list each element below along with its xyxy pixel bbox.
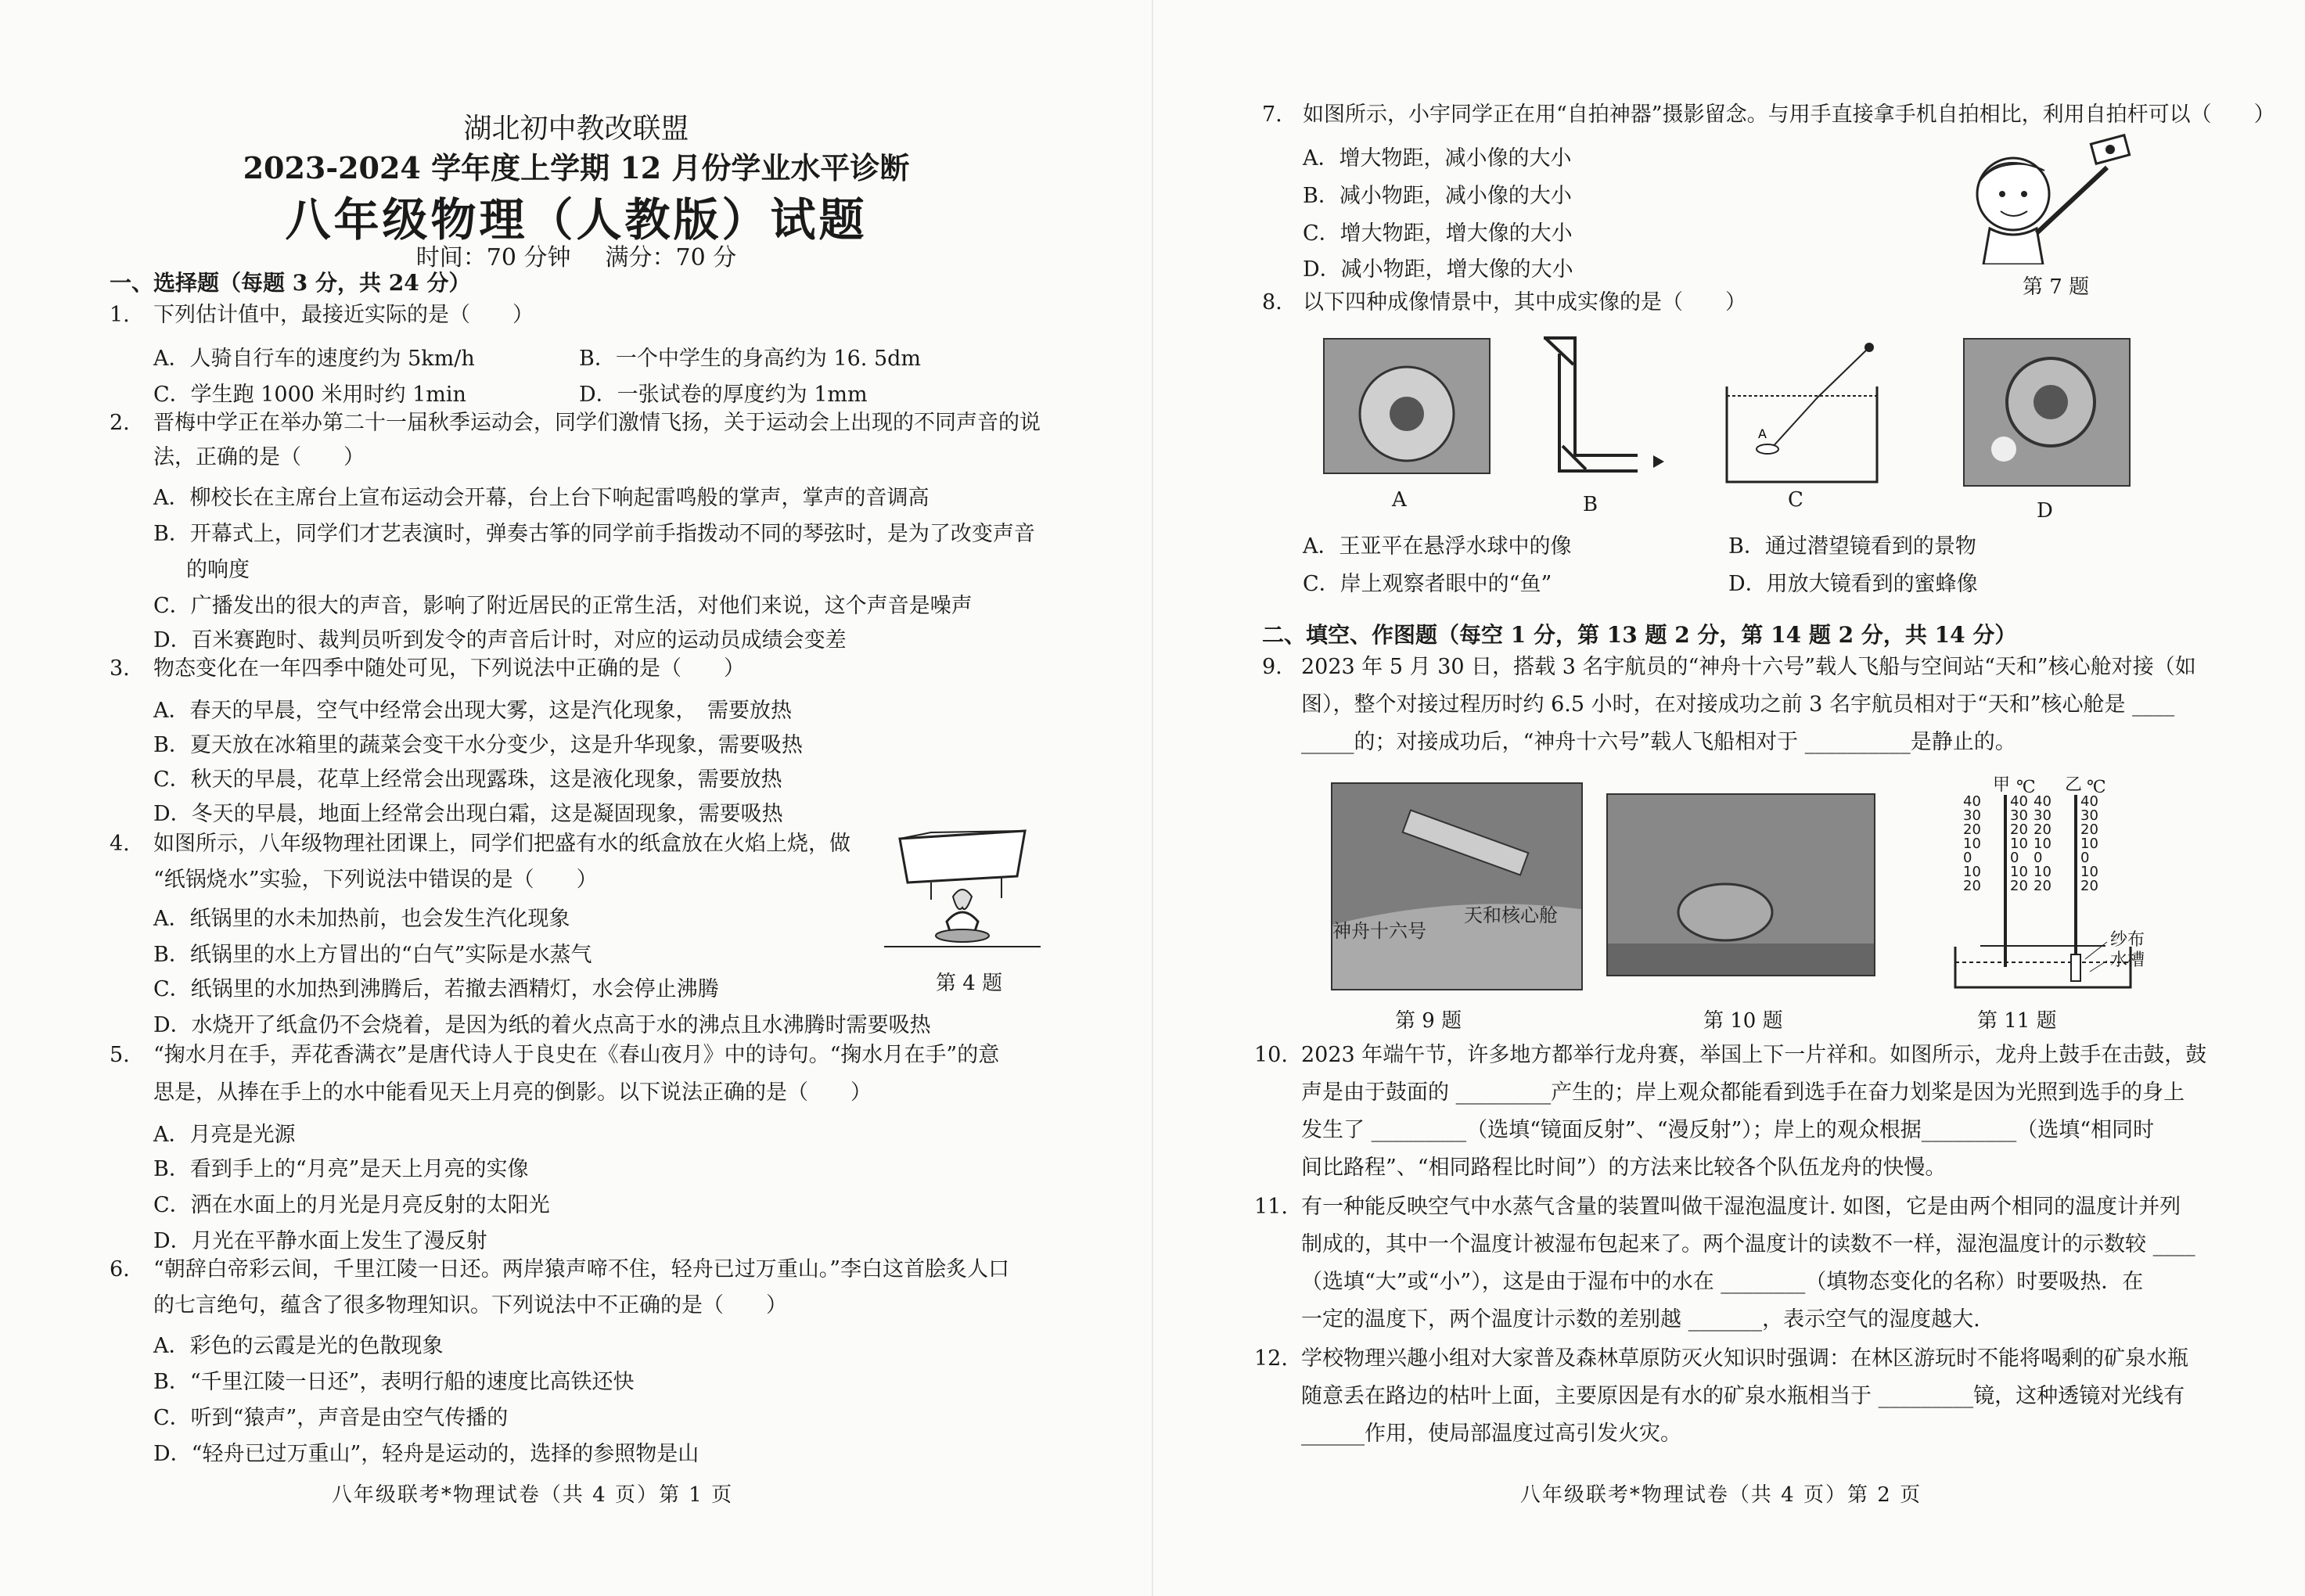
question-6-number: 6. bbox=[110, 1257, 130, 1281]
thermometer-tick-label: 10 bbox=[2010, 864, 2028, 880]
thermometer-tick-label: 10 bbox=[2010, 836, 2028, 852]
page-1 bbox=[0, 0, 1152, 1596]
gauze-label: 纱布 bbox=[2110, 930, 2145, 950]
question-10-number: 10. bbox=[1254, 1043, 1288, 1067]
q4-option-d: D．水烧开了纸盒仍不会烧着，是因为纸的着火点高于水的沸点且水沸腾时需要吸热 bbox=[153, 1013, 931, 1037]
question-9-line3: _____的；对接成功后，“神舟十六号”载人飞船相对于 __________是静止的。 bbox=[1301, 730, 2016, 754]
q2-option-b-line2: 的响度 bbox=[186, 558, 250, 582]
water-tank-label: 水槽 bbox=[2110, 951, 2145, 970]
section-heading-choice: 一、选择题（每题 3 分，共 24 分） bbox=[110, 270, 471, 296]
paper-pot-figure bbox=[884, 821, 1041, 962]
thermometer-tick-label: 40 bbox=[2080, 793, 2098, 810]
thermometer-tick-label: 10 bbox=[2080, 836, 2098, 852]
question-1-stem: 下列估计值中，最接近实际的是（ ） bbox=[153, 303, 534, 327]
figure-8-label-b: B bbox=[1583, 493, 1598, 516]
thermometer-tick-label: 40 bbox=[2034, 793, 2051, 810]
question-2-number: 2. bbox=[110, 411, 130, 435]
q1-option-b: B．一个中学生的身高约为 16. 5dm bbox=[579, 347, 922, 371]
thermometer-tick-label: 10 bbox=[1963, 836, 1981, 852]
question-2-stem-line1: 晋梅中学正在举办第二十一届秋季运动会，同学们激情飞扬，关于运动会上出现的不同声音的说 bbox=[153, 411, 1041, 435]
question-9-number: 9. bbox=[1262, 655, 1282, 679]
question-11-number: 11. bbox=[1254, 1195, 1288, 1219]
thermometer-tick-label: 20 bbox=[1963, 878, 1981, 894]
question-3-stem: 物态变化在一年四季中随处可见，下列说法中正确的是（ ） bbox=[153, 656, 745, 681]
thermometer-tick-label: 20 bbox=[2034, 878, 2051, 894]
thermometer-tick-label: 10 bbox=[2080, 864, 2098, 880]
exam-session: 2023-2024 学年度上学期 12 月份学业水平诊断 bbox=[243, 150, 910, 185]
exam-time: 时间：70 分钟 bbox=[415, 244, 571, 271]
thermometer-yi-unit: ℃ bbox=[2087, 778, 2106, 797]
question-10-line4: 间比路程”、“相同路程比时间”）的方法来比较各个队伍龙舟的快慢。 bbox=[1301, 1156, 1947, 1180]
thermometer-tick-label: 0 bbox=[2034, 850, 2043, 866]
question-11-line1: 有一种能反映空气中水蒸气含量的装置叫做干湿泡温度计. 如图，它是由两个相同的温度计并列 bbox=[1301, 1195, 2181, 1219]
q4-option-b: B．纸锅里的水上方冒出的“白气”实际是水蒸气 bbox=[153, 943, 592, 967]
q5-option-b: B．看到手上的“月亮”是天上月亮的实像 bbox=[153, 1157, 529, 1181]
q1-option-c: C．学生跑 1000 米用时约 1min bbox=[153, 383, 466, 407]
q8-option-c: C．岸上观察者眼中的“鱼” bbox=[1303, 572, 1552, 596]
figure-9-caption: 第 9 题 bbox=[1395, 1009, 1462, 1033]
thermometer-tick-label: 0 bbox=[2010, 850, 2019, 866]
q7-option-c: C．增大物距，增大像的大小 bbox=[1303, 221, 1573, 246]
page-1-footer: 八年级联考*物理试卷（共 4 页）第 1 页 bbox=[331, 1483, 734, 1507]
selfie-boy-figure bbox=[1951, 131, 2138, 264]
thermometer-tick-label: 30 bbox=[1963, 807, 1981, 824]
q5-option-c: C．洒在水面上的月光是月亮反射的太阳光 bbox=[153, 1193, 550, 1217]
page-2 bbox=[1152, 0, 2305, 1596]
label-tianhe-module: 天和核心舱 bbox=[1464, 904, 1558, 926]
q2-option-d: D．百米赛跑时、裁判员听到发令的声音后计时，对应的运动员成绩会变差 bbox=[153, 628, 847, 652]
thermometer-tick-label: 30 bbox=[2080, 807, 2098, 824]
q5-option-a: A．月亮是光源 bbox=[153, 1123, 296, 1147]
q7-option-d: D．减小物距，增大像的大小 bbox=[1303, 257, 1573, 282]
exam-title: 八年级物理（人教版）试题 bbox=[285, 193, 868, 246]
photo-dragon-boat-drum bbox=[1606, 793, 1875, 976]
q8-option-d: D．用放大镜看到的蜜蜂像 bbox=[1728, 572, 1978, 596]
question-11-line4: 一定的温度下，两个温度计示数的差别越 _______，表示空气的湿度越大. bbox=[1301, 1307, 1980, 1332]
q2-option-a: A．柳校长在主席台上宣布运动会开幕，台上台下响起雷鸣般的掌声，掌声的音调高 bbox=[153, 486, 930, 510]
figure-7-caption: 第 7 题 bbox=[2023, 275, 2090, 299]
thermometer-tick-label: 20 bbox=[2010, 878, 2028, 894]
thermometer-tick-label: 40 bbox=[1963, 793, 1981, 810]
figure-8-label-d: D bbox=[2037, 499, 2053, 523]
question-10-line1: 2023 年端午节，许多地方都举行龙舟赛，举国上下一片祥和。如图所示，龙舟上鼓手在击鼓，鼓 bbox=[1301, 1043, 2207, 1067]
wet-dry-thermometer-figure bbox=[1919, 771, 2154, 1006]
q4-option-a: A．纸锅里的水未加热前，也会发生汽化现象 bbox=[153, 907, 570, 931]
q6-option-b: B．“千里江陵一日还”，表明行船的速度比高铁还快 bbox=[153, 1370, 635, 1394]
svg-text:A: A bbox=[1758, 426, 1767, 441]
thermometer-jia-unit: ℃ bbox=[2016, 778, 2036, 797]
q7-option-a: A．增大物距，减小像的大小 bbox=[1303, 146, 1572, 171]
thermometer-tick-label: 10 bbox=[2034, 864, 2051, 880]
q6-option-c: C．听到“猿声”，声音是由空气传播的 bbox=[153, 1406, 509, 1430]
question-11-line2: 制成的，其中一个温度计被湿布包起来了。两个温度计的读数不一样，湿泡温度计的示数较 ____ bbox=[1301, 1232, 2195, 1256]
thermometer-tick-label: 0 bbox=[1963, 850, 1972, 866]
fish-refraction-figure bbox=[1724, 340, 1880, 488]
question-10-line2: 声是由于鼓面的 _________产生的；岸上观众都能看到选手在奋力划桨是因为光照到选手的身上 bbox=[1301, 1080, 2185, 1105]
q5-option-d: D．月光在平静水面上发生了漫反射 bbox=[153, 1229, 487, 1253]
figure-8-label-c: C bbox=[1788, 488, 1803, 512]
thermometer-tick-label: 10 bbox=[1963, 864, 1981, 880]
photo-magnifier-bee bbox=[1963, 338, 2131, 487]
q3-option-c: C．秋天的早晨，花草上经常会出现露珠，这是液化现象，需要放热 bbox=[153, 767, 782, 792]
thermometer-yi-label: 乙 bbox=[2065, 775, 2083, 795]
question-8-stem: 以下四种成像情景中，其中成实像的是（ ） bbox=[1303, 290, 1746, 315]
question-7-stem: 如图所示，小宇同学正在用“自拍神器”摄影留念。与用手直接拿手机自拍相比，利用自拍杆可以（ ） bbox=[1303, 102, 2275, 127]
q1-option-a: A．人骑自行车的速度约为 5km/h bbox=[153, 347, 475, 371]
thermometer-jia-label: 甲 bbox=[1993, 775, 2011, 795]
question-10-line3: 发生了 _________（选填“镜面反射”、“漫反射”）；岸上的观众根据_________（选填“相同时 bbox=[1301, 1118, 2155, 1142]
question-12-line3: ______作用，使局部温度过高引发火灾。 bbox=[1301, 1422, 1681, 1446]
q2-option-c: C．广播发出的很大的声音，影响了附近居民的正常生活，对他们来说，这个声音是噪声 bbox=[153, 594, 973, 618]
question-6-stem-line2: 的七言绝句，蕴含了很多物理知识。下列说法中不正确的是（ ） bbox=[153, 1293, 787, 1317]
thermometer-tick-label: 20 bbox=[2010, 821, 2028, 838]
q6-option-a: A．彩色的云霞是光的色散现象 bbox=[153, 1334, 444, 1358]
q2-option-b-line1: B．开幕式上，同学们才艺表演时，弹奏古筝的同学前手指拨动不同的琴弦时，是为了改变声音 bbox=[153, 522, 1035, 546]
question-2-stem-line2: 法，正确的是（ ） bbox=[153, 445, 365, 469]
question-8-number: 8. bbox=[1262, 290, 1282, 315]
question-9-line1: 2023 年 5 月 30 日，搭载 3 名宇航员的“神舟十六号”载人飞船与空间站“天和”核心舱对接（如 bbox=[1301, 655, 2196, 679]
thermometer-tick-label: 20 bbox=[2034, 821, 2051, 838]
q3-option-b: B．夏天放在冰箱里的蔬菜会变干水分变少，这是升华现象，需要吸热 bbox=[153, 733, 803, 757]
q3-option-d: D．冬天的早晨，地面上经常会出现白霜，这是凝固现象，需要吸热 bbox=[153, 802, 783, 826]
thermometer-tick-label: 20 bbox=[2080, 878, 2098, 894]
q7-option-b: B．减小物距，减小像的大小 bbox=[1303, 184, 1572, 208]
question-3-number: 3. bbox=[110, 656, 130, 681]
question-5-stem-line2: 思是，从捧在手上的水中能看见天上月亮的倒影。以下说法正确的是（ ） bbox=[153, 1080, 872, 1105]
figure-10-caption: 第 10 题 bbox=[1703, 1009, 1783, 1033]
page-2-footer: 八年级联考*物理试卷（共 4 页）第 2 页 bbox=[1519, 1483, 1922, 1507]
figure-4-caption: 第 4 题 bbox=[936, 972, 1003, 995]
q8-option-a: A．王亚平在悬浮水球中的像 bbox=[1303, 534, 1572, 559]
q8-option-b: B．通过潜望镜看到的景物 bbox=[1728, 534, 1976, 559]
q3-option-a: A．春天的早晨，空气中经常会出现大雾，这是汽化现象， 需要放热 bbox=[153, 699, 792, 723]
question-12-line1: 学校物理兴趣小组对大家普及森林草原防灭火知识时强调：在林区游玩时不能将喝剩的矿泉水瓶 bbox=[1301, 1346, 2188, 1371]
photo-spacecraft-docking bbox=[1331, 782, 1583, 990]
thermometer-tick-label: 30 bbox=[2010, 807, 2028, 824]
label-shenzhou-16: 神舟十六号 bbox=[1332, 920, 1426, 942]
thermometer-tick-label: 20 bbox=[2080, 821, 2098, 838]
q6-option-d: D．“轻舟已过万重山”，轻舟是运动的，选择的参照物是山 bbox=[153, 1442, 699, 1466]
question-4-stem-line2: “纸锅烧水”实验，下列说法中错误的是（ ） bbox=[153, 868, 598, 892]
section-heading-fill: 二、填空、作图题（每空 1 分，第 13 题 2 分，第 14 题 2 分，共 14 分） bbox=[1262, 622, 2017, 648]
thermometer-tick-label: 10 bbox=[2034, 836, 2051, 852]
figure-8-label-a: A bbox=[1392, 488, 1407, 512]
question-5-number: 5. bbox=[110, 1043, 130, 1067]
thermometer-tick-label: 40 bbox=[2010, 793, 2028, 810]
question-6-stem-line1: “朝辞白帝彩云间，千里江陵一日还。两岸猿声啼不住，轻舟已过万重山。”李白这首脍炙人口 bbox=[153, 1257, 1010, 1281]
thermometer-tick-label: 20 bbox=[1963, 821, 1981, 838]
q4-option-c: C．纸锅里的水加热到沸腾后，若撤去酒精灯，水会停止沸腾 bbox=[153, 977, 719, 1001]
figure-11-caption: 第 11 题 bbox=[1977, 1009, 2057, 1033]
question-5-stem-line1: “掬水月在手，弄花香满衣”是唐代诗人于良史在《春山夜月》中的诗句。“掬水月在手”的意 bbox=[153, 1043, 1000, 1067]
periscope-figure bbox=[1536, 330, 1669, 479]
question-7-number: 7. bbox=[1262, 102, 1282, 127]
thermometer-tick-label: 30 bbox=[2034, 807, 2051, 824]
question-9-line2: 图），整个对接过程历时约 6.5 小时，在对接成功之前 3 名宇航员相对于“天和”核心舱是 ____ bbox=[1301, 692, 2175, 717]
exam-score: 满分：70 分 bbox=[605, 244, 737, 271]
question-4-stem-line1: 如图所示，八年级物理社团课上，同学们把盛有水的纸盒放在火焰上烧，做 bbox=[153, 832, 850, 856]
question-1-number: 1. bbox=[110, 303, 130, 327]
question-12-line2: 随意丢在路边的枯叶上面，主要原因是有水的矿泉水瓶相当于 _________镜，这种透镜对光线有 bbox=[1301, 1384, 2185, 1408]
photo-water-ball bbox=[1323, 338, 1491, 474]
exam-org: 湖北初中教改联盟 bbox=[463, 113, 689, 145]
question-4-number: 4. bbox=[110, 832, 130, 856]
thermometer-tick-label: 0 bbox=[2080, 850, 2090, 866]
question-12-number: 12. bbox=[1254, 1346, 1288, 1371]
q1-option-d: D．一张试卷的厚度约为 1mm bbox=[579, 383, 868, 407]
question-11-line3: （选填“大”或“小”），这是由于湿布中的水在 ________（填物态变化的名称）时要吸热．在 bbox=[1301, 1270, 2144, 1294]
